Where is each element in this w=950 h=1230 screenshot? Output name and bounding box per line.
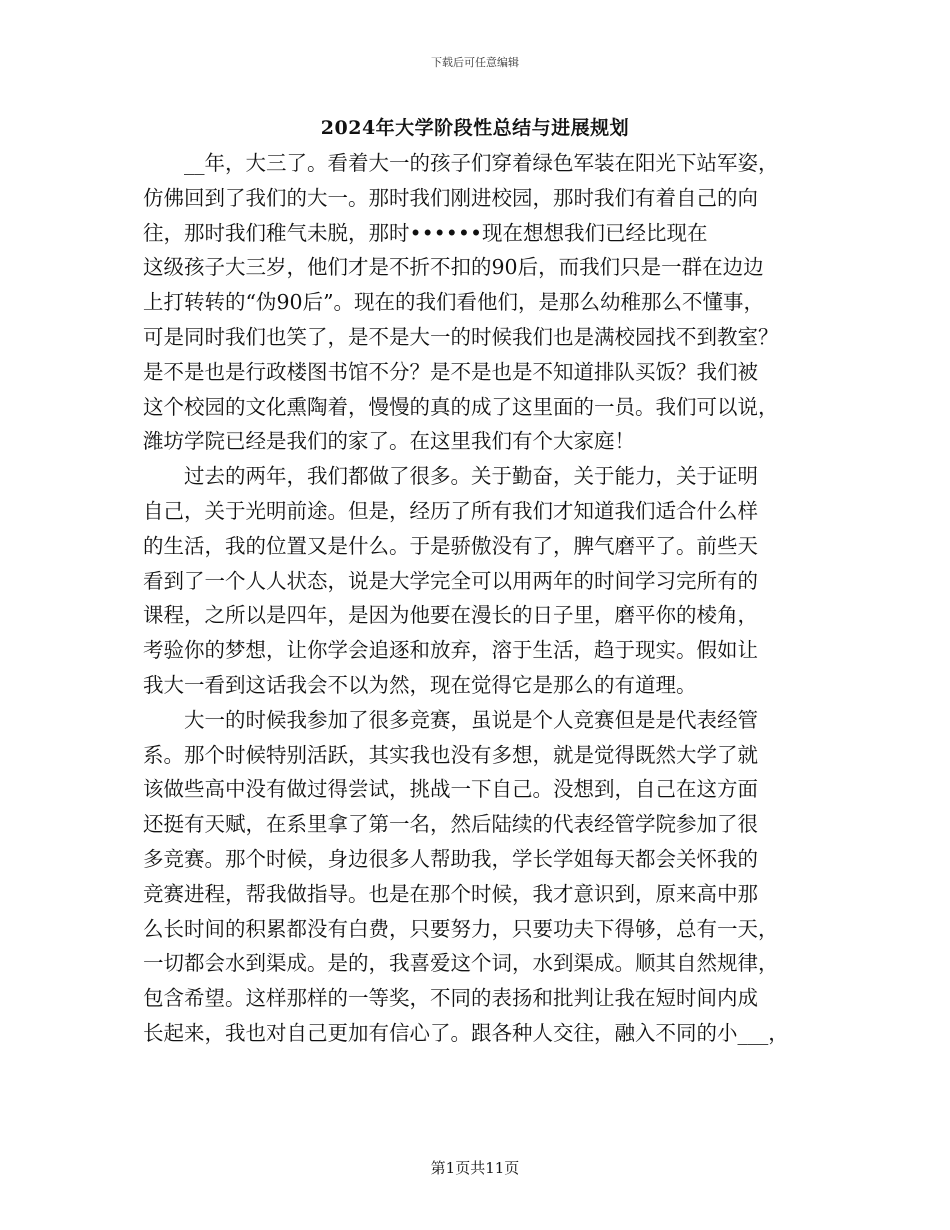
- text-line: __年，大三了。看着大一的孩子们穿着绿色军装在阳光下站军姿，: [184, 151, 779, 175]
- text-line: 一切都会水到渠成。是的，我喜爱这个词，水到渠成。顺其自然规律，: [143, 951, 779, 976]
- text-line: 大一的时候我参加了很多竞赛，虽说是个人竞赛但是是代表经管: [184, 707, 758, 732]
- text-line: 过去的两年，我们都做了很多。关于勤奋，关于能力，关于证明: [184, 464, 758, 489]
- text-line: 长起来，我也对自己更加有信心了。跟各种人交往，融入不同的小___，: [143, 1020, 789, 1045]
- text-line: 还挺有天赋，在系里拿了第一名，然后陆续的代表经管学院参加了很: [143, 812, 758, 837]
- text-line: 的生活，我的位置又是什么。于是骄傲没有了，脾气磨平了。前些天: [143, 533, 758, 558]
- text-line: 仿佛回到了我们的大一。那时我们刚进校园，那时我们有着自己的向: [143, 185, 758, 210]
- text-line: 我大一看到这话我会不以为然，现在觉得它是那么的有道理。: [143, 672, 697, 697]
- text-line: 可是同时我们也笑了，是不是大一的时候我们也是满校园找不到教室？: [143, 324, 779, 349]
- text-line: 往，那时我们稚气未脱，那时••••••现在想想我们已经比现在: [143, 220, 708, 245]
- text-line: 竞赛进程，帮我做指导。也是在那个时候，我才意识到，原来高中那: [143, 881, 758, 906]
- text-line: 课程，之所以是四年，是因为他要在漫长的日子里，磨平你的棱角，: [143, 603, 758, 628]
- text-line: 潍坊学院已经是我们的家了。在这里我们有个大家庭！: [143, 429, 635, 454]
- text-line: 看到了一个人人状态，说是大学完全可以用两年的时间学习完所有的: [143, 568, 758, 593]
- text-line: 该做些高中没有做过得尝试，挑战一下自己。没想到，自己在这方面: [143, 777, 758, 802]
- text-line: 这级孩子大三岁，他们才是不折不扣的90后，而我们只是一群在边边: [143, 255, 764, 280]
- text-line: 么长时间的积累都没有白费，只要努力，只要功夫下得够，总有一天，: [143, 916, 779, 941]
- text-line: 是不是也是行政楼图书馆不分？是不是也是不知道排队买饭？我们被: [143, 359, 758, 384]
- document-body: [143, 146, 815, 1051]
- text-line: 上打转转的“伪90后”。现在的我们看他们，是那么幼稚那么不懂事，: [143, 290, 765, 315]
- page-header: 下载后可任意编辑: [431, 56, 519, 69]
- text-line: 系。那个时候特别活跃，其实我也没有多想，就是觉得既然大学了就: [143, 742, 758, 767]
- text-line: 这个校园的文化熏陶着，慢慢的真的成了这里面的一员。我们可以说，: [143, 394, 779, 419]
- text-line: 多竞赛。那个时候，身边很多人帮助我，学长学姐每天都会关怀我的: [143, 846, 758, 871]
- page-footer: 第1页共11页: [430, 1159, 520, 1177]
- text-line: 包含希望。这样那样的一等奖，不同的表扬和批判让我在短时间内成: [143, 986, 758, 1011]
- text-line: 自己，关于光明前途。但是，经历了所有我们才知道我们适合什么样: [143, 498, 758, 523]
- document-title: 2024年大学阶段性总结与进展规划: [320, 117, 630, 139]
- text-line: 考验你的梦想，让你学会追逐和放弃，溶于生活，趋于现实。假如让: [143, 638, 758, 663]
